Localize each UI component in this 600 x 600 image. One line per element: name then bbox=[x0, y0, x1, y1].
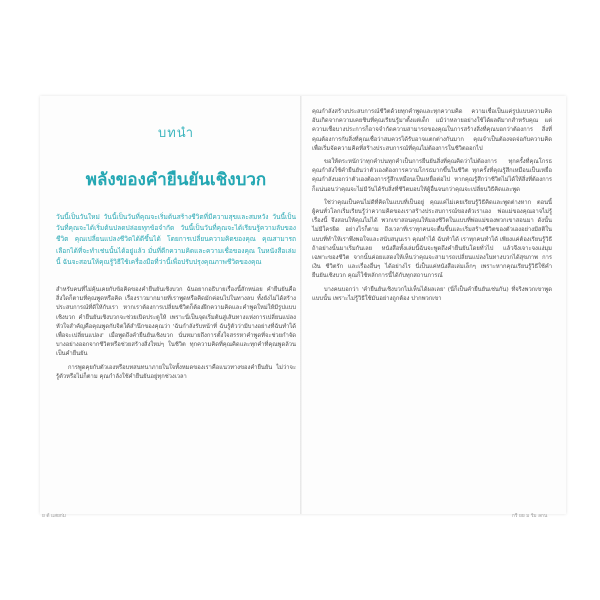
left-page bbox=[56, 96, 296, 514]
paragraph: การพูดคุยกับตัวเองหรือบทสนทนาภายในใจทั้งหมดของเราคือแนวทางของคำยืนยัน ไม่ว่าจะรู้ตัวหรือไม่ก็ตาม คุณกำลังใช้คำยืนยันอยู่ทุกช่วงเวลา bbox=[56, 364, 296, 380]
chapter-label: บทนำ bbox=[157, 126, 194, 141]
chapter-title: พลังของคำยืนยันเชิงบวก bbox=[85, 170, 267, 190]
right-page bbox=[312, 96, 552, 514]
footer-left: ย ด้ แสยก่ม bbox=[42, 514, 66, 519]
footer-right: กรี ยย ม ร้ม ลกน bbox=[512, 514, 548, 519]
intro-quote: วันนี้เป็นวันใหม่ วันนี้เป็นวันที่คุณจะเริ่มต้นสร้างชีวิตที่มีความสุขและสมหวัง วันนี้เป็นวันที่คุณจะได้เริ่มต้นปลดปล่อยทุกข้อจำกัด วันนี้เป็นวันที่คุณจะได้เรียนรู้ความลับของชีวิต คุณเปลี่ยนแปลงชีวิตได้ดีขึ้นได้ โดยการเปลี่ยนความคิดของคุณ คุณสามารถเลือกได้ที่จะทำเช่นนั้นได้อยู่แล้ว มั่นที่ดีกความคิดและความเชื่อของคุณ ในหนังสือเล่มนี้ ฉันจะสอนให้คุณรู้วิธีใช้เครื่องมือที่ว่านี้เพื่อปรับปรุงคุณภาพชีวิตของคุณ bbox=[56, 213, 296, 266]
paragraph: คุณกำลังสร้างประสบการณ์ชีวิตด้วยทุกคำพูดและทุกความคิด ความเชื่อเป็นแค่รูปแบบความคิดอันเกิดจากความเคยชินที่คุณเรียนรู้มาตั้งแต่เด็ก แม้ว่าหลายอย่างใช้ได้ผลดีมากสำหรับคุณ แต่ความเชื่อบางประการก็อาจจำกัดความสามารถของคุณในการสร้างสิ่งที่คุณบอกว่าต้องการ สิ่งที่คุณต้องการกับสิ่งที่คุณเชื่อว่าสมควรได้รับอาจแตกต่างกันมาก คุณจำเป็นต้องจดจ่อกับความคิดเพื่อเริ่มจัดความคิดที่สร้างประสบการณ์ที่คุณไม่ต้องการในชีวิตออกไป bbox=[312, 109, 552, 152]
paragraph: บางคนบอกว่า 'คำยืนยันเชิงบวกไม่เห็นได้ผลเลย' (นี่ก็เป็นคำยืนยันเช่นกัน) ที่จริงพวกเขาพูดแบบนั้น เพราะไม่รู้วิธีใช้มันอย่างถูกต้อง ปากพวกเขา bbox=[312, 286, 552, 302]
book-spine bbox=[300, 96, 302, 514]
paragraph: ใช่ว่าคุณเป็นคนไม่ดีที่คิดในแบบที่เป็นอยู่ คุณแค่ไม่เคยเรียนรู้วิธีคิดและพูดต่างหาก ตอนนี้ผู้คนทั่วโลกเริ่มเรียนรู้ว่าความคิดของเราสร้างประสบการณ์ของตัวเราเอง พ่อแม่ของคุณอาจไม่รู้เรื่องนี้ จึงสอนให้คุณไม่ได้ พวกเขาสอนคุณให้มองชีวิตในแบบที่พ่อแม่ของพวกเขาสอนมา ดังนั้นไม่มีใครผิด อย่างไรก็ตาม ถึงเวลาที่เราทุกคนจะตื่นขึ้นและเริ่มสร้างชีวิตของตัวเองอย่างมีสติในแบบที่ทำให้เราพึงพอใจและสนับสนุนเรา คุณทำได้ ฉันทำได้ เราทุกคนทำได้ เพียงแค่ต้องเรียนรู้วิธี ถ้าอย่างนั้นมาเริ่มกันเลย หนังสือทั้งเล่มนี้ฉันจะพูดถึงคำยืนยันโดยทั่วไป แล้วจึงเจาะจงแง่มุมเฉพาะของชีวิต จากนั้นค่อยแสดงให้เห็นว่าคุณจะสามารถเปลี่ยนแปลงในทางบวกได้สุขภาพ การเงิน ชีวิตรัก และเรื่องอื่นๆ ได้อย่างไร นี่เป็นแค่หนังสือเล่มเล็กๆ เพราะหากคุณเรียนรู้วิธีใช้คำยืนยันเชิงบวก คุณก็ใช้หลักการนี้ได้กับทุกสถานการณ์ bbox=[312, 199, 552, 280]
paragraph: สำหรับคนที่ไม่คุ้นเคยกับข้อคิดของคำยืนยันเชิงบวก ฉันอยากอธิบายเรื่องนี้สักหน่อย คำยืนยันคือสิ่งใดก็ตามที่คุณพูดหรือคิด เรื่องราวมากมายที่เราพูดหรือคิดมักค่อนไปในทางลบ ทั้งยังไม่ได้สร้างประสบการณ์ที่ดีให้กับเรา หากเราต้องการเปลี่ยนชีวิตก็ต้องฝึกความคิดและคำพูดใหม่ให้มีรูปแบบเชิงบวก คำยืนยันเชิงบวกจะช่วยเปิดประตูให้ เพราะนี่เป็นจุดเริ่มต้นสู่เส้นทางแห่งการเปลี่ยนแปลง หัวใจสำคัญคือคุณพูดกับจิตใต้สำนึกของคุณว่า 'ฉันกำลังรับหน้าที่ ฉันรู้ตัวว่ามีบางอย่างที่ฉันทำได้เพื่อจะเปลี่ยนแปลง' เมื่อพูดถึงคำยืนยันเชิงบวก นั่นหมายถึงการตั้งใจสรรหาคำพูดที่จะช่วยกำจัดบางอย่างออกจากชีวิตหรือช่วยสร้างสิ่งใหม่ๆ ในชีวิต ทุกความคิดที่คุณคิดและทุกคำที่คุณพูดล้วนเป็นคำยืนยัน bbox=[56, 287, 296, 358]
left-body-text bbox=[56, 286, 296, 386]
right-body-text bbox=[312, 108, 552, 308]
paragraph: ขอให้ตระหนักว่าทุกคำบ่นทุกคำเป็นการยืนยันสิ่งที่คุณคิดว่าไม่ต้องการ ทุกครั้งที่คุณโกรธ คุณกำลังใช้คำยืนยันว่าตัวเองต้องการความโกรธมากขึ้นในชีวิต ทุกครั้งที่คุณรู้สึกเหมือนเป็นเหยื่อ คุณกำลังบอกว่าตัวเองต้องการรู้สึกเหมือนเป็นเหยื่อต่อไป หากคุณรู้สึกว่าชีวิตไม่ได้ให้สิ่งที่ต้องการ ก็แน่นอนว่าคุณจะไม่มีวันได้รับสิ่งที่ชีวิตมอบให้ผู้อื่นจนกว่าคุณจะเปลี่ยนวิธีคิดและพูด bbox=[312, 159, 552, 193]
